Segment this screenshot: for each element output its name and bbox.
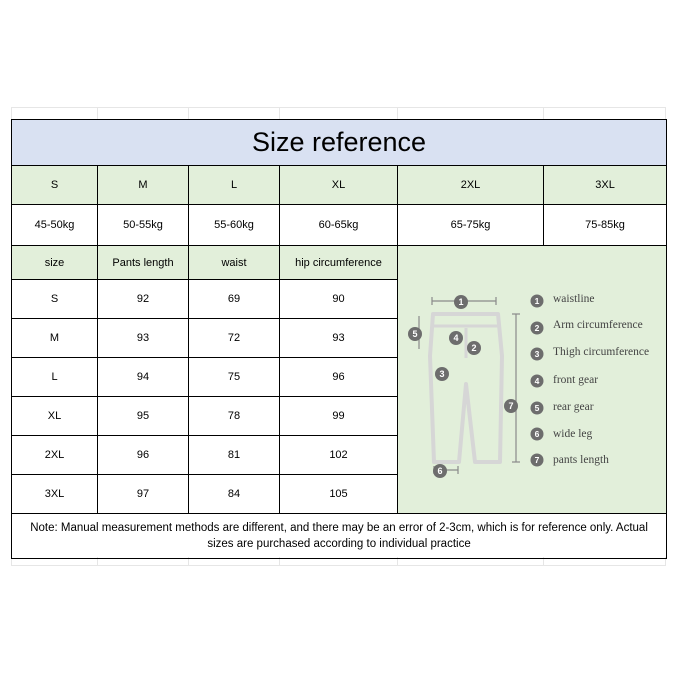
svg-text:7: 7 (508, 401, 514, 411)
weight-range: 45-50kg (12, 205, 98, 246)
marker-4-icon (449, 331, 463, 345)
cell-hip: 90 (280, 280, 398, 319)
svg-text:4: 4 (453, 333, 459, 343)
svg-text:Arm circumference: Arm circumference (553, 319, 643, 331)
footnote: Note: Manual measurement methods are different, and there may be an error of 2-3cm, which is for reference only. Actual sizes are purchased according to individual practice (12, 514, 667, 559)
size-label: 2XL (398, 166, 544, 205)
cell-hip: 102 (280, 436, 398, 475)
cell-waist: 72 (189, 319, 280, 358)
cell-pants-length: 96 (98, 436, 189, 475)
size-label: XL (280, 166, 398, 205)
marker-1-icon (454, 295, 468, 309)
legend-item-pants-length (531, 454, 610, 467)
svg-text:Thigh circumference: Thigh circumference (553, 346, 650, 358)
cell-hip: 96 (280, 358, 398, 397)
chart-title: Size reference (12, 120, 667, 166)
svg-text:2: 2 (534, 323, 540, 333)
svg-text:pants length: pants length (553, 454, 609, 466)
svg-text:3: 3 (534, 349, 540, 359)
cell-size: 3XL (12, 475, 98, 514)
size-label: L (189, 166, 280, 205)
cell-size: 2XL (12, 436, 98, 475)
cell-waist: 69 (189, 280, 280, 319)
weight-range: 50-55kg (98, 205, 189, 246)
svg-text:3: 3 (439, 369, 445, 379)
size-chart-sheet (11, 119, 666, 557)
cell-waist: 78 (189, 397, 280, 436)
gridline (188, 107, 189, 119)
size-label: M (98, 166, 189, 205)
size-label: 3XL (544, 166, 667, 205)
marker-2-icon (467, 341, 481, 355)
cell-size: XL (12, 397, 98, 436)
cell-pants-length: 95 (98, 397, 189, 436)
marker-5-icon (408, 327, 422, 341)
gridline (543, 107, 544, 119)
legend-item-front-gear (531, 374, 599, 388)
weight-range: 60-65kg (280, 205, 398, 246)
weight-row (12, 205, 667, 246)
svg-text:4: 4 (534, 376, 540, 386)
gridline (97, 107, 98, 119)
header-waist: waist (189, 246, 280, 280)
cell-size: M (12, 319, 98, 358)
svg-text:7: 7 (534, 455, 540, 465)
header-hip: hip circumference (280, 246, 398, 280)
size-label-row (12, 166, 667, 205)
legend-item-wide-leg (531, 428, 593, 441)
svg-text:5: 5 (412, 329, 418, 339)
gridline (397, 107, 398, 119)
size-label: S (12, 166, 98, 205)
header-pants-length: Pants length (98, 246, 189, 280)
svg-text:wide leg: wide leg (553, 428, 593, 440)
legend-item-thigh-circumference (531, 346, 650, 361)
cell-waist: 84 (189, 475, 280, 514)
cell-size: L (12, 358, 98, 397)
measurement-header-row (12, 246, 667, 280)
marker-6-icon (433, 464, 447, 478)
cell-waist: 81 (189, 436, 280, 475)
legend-item-waistline (531, 293, 595, 308)
weight-range: 65-75kg (398, 205, 544, 246)
svg-text:6: 6 (437, 466, 443, 476)
cell-pants-length: 93 (98, 319, 189, 358)
svg-text:rear gear: rear gear (553, 401, 594, 413)
gridline (11, 107, 666, 108)
cell-hip: 93 (280, 319, 398, 358)
marker-3-icon (435, 367, 449, 381)
cell-pants-length: 97 (98, 475, 189, 514)
svg-text:waistline: waistline (553, 293, 595, 305)
svg-text:6: 6 (534, 429, 540, 439)
svg-text:2: 2 (471, 343, 477, 353)
gridline (665, 107, 666, 119)
gridline (279, 107, 280, 119)
cell-size: S (12, 280, 98, 319)
svg-text:1: 1 (458, 297, 464, 307)
pants-diagram-cell (398, 246, 667, 514)
svg-text:1: 1 (534, 296, 540, 306)
cell-hip: 99 (280, 397, 398, 436)
legend-item-arm-circumference (531, 319, 643, 335)
weight-range: 55-60kg (189, 205, 280, 246)
header-size: size (12, 246, 98, 280)
marker-7-icon (504, 399, 518, 413)
pants-icon (430, 314, 502, 462)
gridline (11, 107, 12, 119)
legend-item-rear-gear (531, 401, 594, 415)
pants-diagram (398, 246, 666, 514)
cell-pants-length: 94 (98, 358, 189, 397)
svg-text:front gear: front gear (553, 374, 599, 386)
weight-range: 75-85kg (544, 205, 667, 246)
cell-waist: 75 (189, 358, 280, 397)
size-chart-table (11, 119, 667, 559)
diagram-legend (531, 293, 650, 467)
gridline (11, 565, 666, 566)
cell-hip: 105 (280, 475, 398, 514)
cell-pants-length: 92 (98, 280, 189, 319)
svg-text:5: 5 (534, 403, 540, 413)
